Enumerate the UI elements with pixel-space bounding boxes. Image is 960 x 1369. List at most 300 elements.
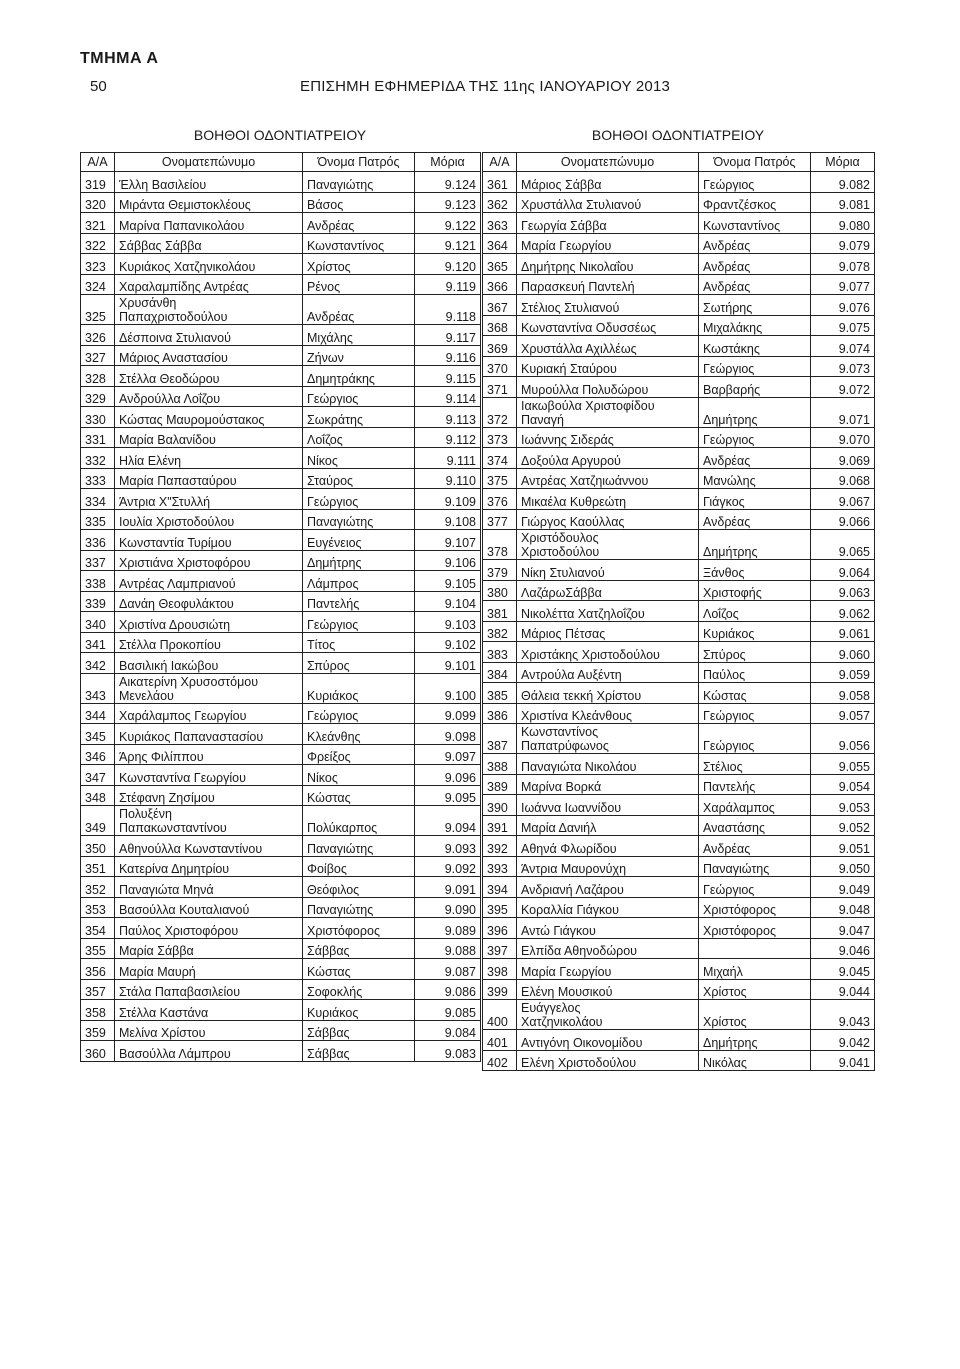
father-name: Ανδρέας [699,509,811,530]
table-row [81,489,481,510]
father-name: Ανδρέας [699,254,811,275]
row-number: 357 [81,979,115,1000]
table-row [483,377,875,398]
father-name: Δημητράκης [303,366,415,387]
father-name: Σοφοκλής [303,979,415,1000]
candidate-name: Κυριάκος Παπαναστασίου [115,724,303,745]
table-row [81,836,481,857]
father-name: Σταύρος [303,468,415,489]
candidate-name: Μαρίνα Βορκά [517,774,699,795]
table-row [483,468,875,489]
table-row [81,427,481,448]
candidate-name: Αντρούλα Αυξέντη [517,662,699,683]
score-value: 9.068 [811,468,875,489]
right-table-title: ΒΟΗΘΟΙ ΟΔΟΝΤΙΑΤΡΕΙΟΥ [591,127,765,143]
table-row [81,897,481,918]
row-number: 386 [483,703,517,724]
row-number: 366 [483,274,517,295]
gazette-header: ΕΠΙΣΗΜΗ ΕΦΗΜΕΡΙΔΑ ΤΗΣ 11ης ΙΑΝΟΥΑΡΙΟΥ 2013 [300,78,671,95]
candidate-name: Χρυστάλλα Αχιλλέως [517,336,699,357]
row-number: 358 [81,1000,115,1021]
row-number: 349 [81,806,115,836]
row-number: 331 [81,427,115,448]
score-value: 9.062 [811,601,875,622]
row-number: 353 [81,897,115,918]
row-number: 330 [81,407,115,428]
row-number: 378 [483,530,517,560]
table-row [81,530,481,551]
candidate-name: Χριστάκης Χριστοδούλου [517,642,699,663]
table-row [81,407,481,428]
score-value: 9.114 [415,386,481,407]
father-name: Χριστόφορος [699,897,811,918]
score-value: 9.118 [415,295,481,325]
row-number: 380 [483,580,517,601]
row-number: 323 [81,254,115,275]
column-header-father: Όνομα Πατρός [699,153,811,172]
table-row [81,591,481,612]
row-number: 373 [483,427,517,448]
score-value: 9.103 [415,612,481,633]
table-row [483,795,875,816]
father-name: Στέλιος [699,754,811,775]
row-number: 325 [81,295,115,325]
table-row [81,856,481,877]
column-header-name: Ονοματεπώνυμο [115,153,303,172]
candidate-name: Ιουλία Χριστοδούλου [115,509,303,530]
candidate-name: Άντρια Μαυρονύχη [517,856,699,877]
candidate-name: Δοξούλα Αργυρού [517,448,699,469]
score-value: 9.089 [415,918,481,939]
father-name: Γιάγκος [699,489,811,510]
candidate-name: Μαρία Δανιήλ [517,815,699,836]
father-name: Παντελής [303,591,415,612]
row-number: 350 [81,836,115,857]
row-number: 360 [81,1041,115,1062]
row-number: 337 [81,550,115,571]
candidate-name: Παναγιώτα Μηνά [115,877,303,898]
father-name: Γεώργιος [303,489,415,510]
table-row [81,1020,481,1041]
table-row [81,744,481,765]
candidate-name: Χριστίνα Κλεάνθους [517,703,699,724]
score-value: 9.074 [811,336,875,357]
father-name: Δημήτρης [699,530,811,560]
table-row [483,621,875,642]
candidate-name: Μαρία Σάββα [115,938,303,959]
table-row [483,530,875,560]
table-row [483,254,875,275]
score-value: 9.061 [811,621,875,642]
score-value: 9.116 [415,345,481,366]
table-row [81,632,481,653]
father-name: Γεώργιος [699,703,811,724]
table-row [81,386,481,407]
candidate-name: Μαρία Γεωργίου [517,233,699,254]
father-name: Σωκράτης [303,407,415,428]
father-name: Γεώργιος [699,356,811,377]
father-name: Παναγιώτης [303,172,415,193]
row-number: 371 [483,377,517,398]
score-value: 9.052 [811,815,875,836]
score-value: 9.123 [415,192,481,213]
table-row [483,683,875,704]
father-name: Χρίστος [699,979,811,1000]
father-name: Σπύρος [699,642,811,663]
candidate-name: Αθηνά Φλωρίδου [517,836,699,857]
father-name: Αναστάσης [699,815,811,836]
father-name: Τίτος [303,632,415,653]
score-value: 9.065 [811,530,875,560]
column-header-father: Όνομα Πατρός [303,153,415,172]
score-value: 9.106 [415,550,481,571]
candidate-name: Γεωργία Σάββα [517,213,699,234]
left-table-title: ΒΟΗΘΟΙ ΟΔΟΝΤΙΑΤΡΕΙΟΥ [193,127,367,143]
score-value: 9.053 [811,795,875,816]
father-name: Δημήτρης [699,1030,811,1051]
row-number: 372 [483,397,517,427]
candidate-name: Χριστίνα Δρουσιώτη [115,612,303,633]
score-value: 9.105 [415,571,481,592]
row-number: 370 [483,356,517,377]
score-value: 9.072 [811,377,875,398]
score-value: 9.122 [415,213,481,234]
father-name: Νίκος [303,765,415,786]
row-number: 340 [81,612,115,633]
row-number: 362 [483,192,517,213]
row-number: 381 [483,601,517,622]
father-name: Μιχάλης [303,325,415,346]
row-number: 327 [81,345,115,366]
score-value: 9.057 [811,703,875,724]
father-name: Πολύκαρπος [303,806,415,836]
table-row [81,877,481,898]
score-value: 9.087 [415,959,481,980]
score-value: 9.111 [415,448,481,469]
table-row [483,897,875,918]
father-name: Κώστας [699,683,811,704]
father-name: Χριστόφορος [303,918,415,939]
row-number: 376 [483,489,517,510]
table-row [483,213,875,234]
row-number: 342 [81,653,115,674]
score-value: 9.099 [415,703,481,724]
table-row [483,356,875,377]
table-row [483,724,875,754]
candidate-name: Αντιγόνη Οικονομίδου [517,1030,699,1051]
row-number: 387 [483,724,517,754]
candidate-name: Δημήτρης Νικολαΐου [517,254,699,275]
table-row [81,1000,481,1021]
row-number: 389 [483,774,517,795]
score-value: 9.046 [811,938,875,959]
father-name: Δημήτρης [303,550,415,571]
candidate-name: Μάριος Σάββα [517,172,699,193]
candidate-name: Στέλιος Στυλιανού [517,295,699,316]
candidate-name: Χριστιάνα Χριστοφόρου [115,550,303,571]
row-number: 352 [81,877,115,898]
table-row [81,509,481,530]
score-value: 9.112 [415,427,481,448]
table-row [483,233,875,254]
father-name: Κωνσταντίνος [699,213,811,234]
row-number: 345 [81,724,115,745]
candidate-name: Παναγιώτα Νικολάου [517,754,699,775]
father-name: Ανδρέας [699,836,811,857]
left-candidates-table [80,152,481,1062]
father-name [699,938,811,959]
candidate-name: Αικατερίνη Χρυσοστόμου Μενελάου [115,673,303,703]
table-row [81,448,481,469]
candidate-name: Κυριάκος Χατζηνικολάου [115,254,303,275]
father-name: Θεόφιλος [303,877,415,898]
table-row [483,489,875,510]
row-number: 333 [81,468,115,489]
row-number: 339 [81,591,115,612]
candidate-name: Πολυξένη Παπακωνσταντίνου [115,806,303,836]
score-value: 9.083 [415,1041,481,1062]
table-row [483,815,875,836]
column-header-aa: Α/Α [81,153,115,172]
table-row [483,560,875,581]
table-row [81,468,481,489]
father-name: Μιχαλάκης [699,315,811,336]
table-row [81,213,481,234]
father-name: Ανδρέας [699,274,811,295]
table-row [81,345,481,366]
candidate-name: Στέλλα Θεοδώρου [115,366,303,387]
row-number: 347 [81,765,115,786]
row-number: 338 [81,571,115,592]
score-value: 9.107 [415,530,481,551]
score-value: 9.093 [415,836,481,857]
candidate-name: Άρης Φιλίππου [115,744,303,765]
row-number: 355 [81,938,115,959]
table-row [483,192,875,213]
candidate-name: Χαραλαμπίδης Αντρέας [115,274,303,295]
father-name: Παναγιώτης [699,856,811,877]
score-value: 9.109 [415,489,481,510]
table-row [81,959,481,980]
father-name: Νικόλας [699,1050,811,1071]
father-name: Παναγιώτης [303,836,415,857]
table-row [81,785,481,806]
candidate-name: Βασούλλα Κουταλιανού [115,897,303,918]
row-number: 383 [483,642,517,663]
table-row [483,774,875,795]
score-value: 9.097 [415,744,481,765]
father-name: Παντελής [699,774,811,795]
score-value: 9.092 [415,856,481,877]
table-row [81,172,481,193]
candidate-name: Σάββας Σάββα [115,233,303,254]
score-value: 9.076 [811,295,875,316]
candidate-name: Μικαέλα Κυθρεώτη [517,489,699,510]
father-name: Λοΐζος [699,601,811,622]
score-value: 9.055 [811,754,875,775]
father-name: Φραντζέσκος [699,192,811,213]
score-value: 9.043 [811,1000,875,1030]
table-row [81,979,481,1000]
candidate-name: Ελπίδα Αθηνοδώρου [517,938,699,959]
score-value: 9.078 [811,254,875,275]
row-number: 400 [483,1000,517,1030]
father-name: Λοΐζος [303,427,415,448]
candidate-name: Μαρίνα Παπανικολάου [115,213,303,234]
father-name: Χρίστος [699,1000,811,1030]
score-value: 9.048 [811,897,875,918]
table-row [81,612,481,633]
row-number: 398 [483,959,517,980]
score-value: 9.071 [811,397,875,427]
table-row [81,325,481,346]
score-value: 9.044 [811,979,875,1000]
row-number: 388 [483,754,517,775]
row-number: 367 [483,295,517,316]
score-value: 9.086 [415,979,481,1000]
score-value: 9.104 [415,591,481,612]
father-name: Μανώλης [699,468,811,489]
score-value: 9.051 [811,836,875,857]
row-number: 379 [483,560,517,581]
row-number: 332 [81,448,115,469]
row-number: 322 [81,233,115,254]
candidate-name: Βασούλλα Λάμπρου [115,1041,303,1062]
row-number: 375 [483,468,517,489]
table-row [483,274,875,295]
father-name: Κώστας [303,959,415,980]
score-value: 9.088 [415,938,481,959]
table-row [81,673,481,703]
table-row [483,1050,875,1071]
candidate-name: Χρυστάλλα Στυλιανού [517,192,699,213]
row-number: 346 [81,744,115,765]
row-number: 402 [483,1050,517,1071]
row-number: 329 [81,386,115,407]
table-row [483,959,875,980]
candidate-name: Άντρια Χ"Στυλλή [115,489,303,510]
father-name: Ζήνων [303,345,415,366]
candidate-name: Στάλα Παπαβασιλείου [115,979,303,1000]
row-number: 320 [81,192,115,213]
score-value: 9.113 [415,407,481,428]
row-number: 321 [81,213,115,234]
row-number: 364 [483,233,517,254]
table-row [81,550,481,571]
candidate-name: Χριστόδουλος Χριστοδούλου [517,530,699,560]
page-number: 50 [90,78,107,95]
table-row [483,856,875,877]
candidate-name: Ιακωβούλα Χριστοφίδου Παναγή [517,397,699,427]
score-value: 9.079 [811,233,875,254]
score-value: 9.073 [811,356,875,377]
father-name: Ευγένειος [303,530,415,551]
candidate-name: Αντρέας Λαμπριανού [115,571,303,592]
candidate-name: Μάριος Πέτσας [517,621,699,642]
father-name: Γεώργιος [699,427,811,448]
table-row [483,836,875,857]
candidate-name: Ιωάννης Σιδεράς [517,427,699,448]
candidate-name: Κωνσταντία Τυρίμου [115,530,303,551]
father-name: Ξάνθος [699,560,811,581]
table-row [483,601,875,622]
row-number: 396 [483,918,517,939]
score-value: 9.096 [415,765,481,786]
candidate-name: Μαρία Γεωργίου [517,959,699,980]
candidate-name: Δανάη Θεοφυλάκτου [115,591,303,612]
candidate-name: Βασιλική Ιακώβου [115,653,303,674]
table-row [483,295,875,316]
table-row [483,877,875,898]
score-value: 9.117 [415,325,481,346]
father-name: Γεώργιος [303,703,415,724]
row-number: 390 [483,795,517,816]
father-name: Κωστάκης [699,336,811,357]
score-value: 9.054 [811,774,875,795]
score-value: 9.049 [811,877,875,898]
score-value: 9.098 [415,724,481,745]
score-value: 9.066 [811,509,875,530]
score-value: 9.094 [415,806,481,836]
father-name: Γεώργιος [699,877,811,898]
row-number: 368 [483,315,517,336]
score-value: 9.059 [811,662,875,683]
father-name: Χριστοφής [699,580,811,601]
table-row [483,642,875,663]
row-number: 399 [483,979,517,1000]
candidate-name: Χρυσάνθη Παπαχριστοδούλου [115,295,303,325]
score-value: 9.060 [811,642,875,663]
row-number: 391 [483,815,517,836]
candidate-name: Θάλεια τεκκή Χρίστου [517,683,699,704]
row-number: 377 [483,509,517,530]
table-header-row [483,153,875,172]
table-row [483,754,875,775]
table-row [483,448,875,469]
table-row [81,366,481,387]
table-row [483,662,875,683]
father-name: Κώστας [303,785,415,806]
row-number: 384 [483,662,517,683]
row-number: 324 [81,274,115,295]
candidate-name: Νίκη Στυλιανού [517,560,699,581]
score-value: 9.063 [811,580,875,601]
score-value: 9.045 [811,959,875,980]
father-name: Δημήτρης [699,397,811,427]
table-row [483,336,875,357]
candidate-name: Μαρία Μαυρή [115,959,303,980]
score-value: 9.064 [811,560,875,581]
row-number: 356 [81,959,115,980]
father-name: Μιχαήλ [699,959,811,980]
father-name: Γεώργιος [699,724,811,754]
table-row [81,724,481,745]
table-header-row [81,153,481,172]
father-name: Κωνσταντίνος [303,233,415,254]
table-row [81,571,481,592]
father-name: Γεώργιος [303,612,415,633]
candidate-name: Ελένη Μουσικού [517,979,699,1000]
score-value: 9.101 [415,653,481,674]
score-value: 9.100 [415,673,481,703]
row-number: 361 [483,172,517,193]
father-name: Ανδρέας [699,233,811,254]
row-number: 354 [81,918,115,939]
table-row [483,979,875,1000]
row-number: 335 [81,509,115,530]
candidate-name: Παρασκευή Παντελή [517,274,699,295]
table-row [81,653,481,674]
